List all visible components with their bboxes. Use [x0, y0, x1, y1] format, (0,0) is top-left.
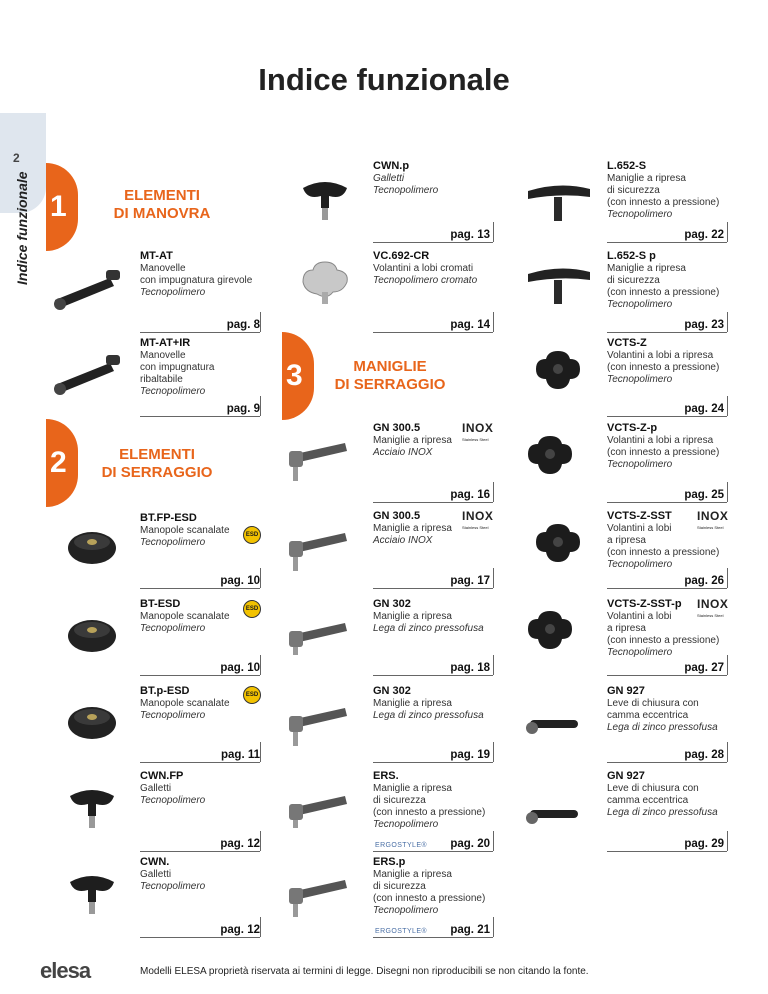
page-ref[interactable]: pag. 19: [450, 749, 490, 761]
section-badge-2: 2: [46, 419, 78, 507]
lobe-knob-stud-icon: [520, 605, 590, 661]
page-ref[interactable]: pag. 17: [450, 575, 490, 587]
wing-nut-icon: [62, 776, 122, 831]
adjustable-lever-stud-icon: [285, 515, 355, 575]
t-handle-stud-icon: [520, 258, 600, 308]
item-desc: di sicurezza: [373, 795, 426, 806]
adjustable-lever-icon: [285, 425, 355, 481]
elesa-logo: elesa: [40, 958, 91, 983]
page-ref[interactable]: pag. 28: [684, 749, 724, 761]
divider: [727, 396, 728, 416]
item-desc: ribaltabile: [140, 374, 183, 385]
divider: [373, 762, 493, 763]
item-code: ERS.: [373, 770, 399, 782]
divider: [727, 831, 728, 851]
divider: [140, 762, 260, 763]
item-material: Tecnopolimero: [607, 459, 673, 470]
section-title-3: MANIGLIE DI SERRAGGIO: [334, 358, 446, 393]
divider: [607, 675, 727, 676]
item-code: ERS.p: [373, 856, 406, 868]
divider: [140, 332, 260, 333]
item-code: GN 300.5: [373, 510, 421, 522]
t-handle-icon: [520, 175, 600, 225]
item-desc: Volantini a lobi a ripresa: [607, 350, 714, 361]
divider: [140, 675, 260, 676]
inox-badge: INOX Stainless Steel: [462, 509, 494, 530]
item-desc: (con innesto a pressione): [373, 807, 486, 818]
item-code: GN 302: [373, 598, 411, 610]
page-ref[interactable]: pag. 14: [450, 319, 490, 331]
lobe-knob-icon: [528, 345, 588, 395]
cam-lever-icon: [522, 700, 587, 745]
zinc-lever-stud-icon: [285, 690, 355, 750]
item-code: VCTS-Z-SST-p: [607, 598, 682, 610]
item-material: Acciaio INOX: [373, 535, 433, 546]
esd-icon: ESD: [243, 526, 261, 544]
divider: [727, 222, 728, 242]
crank-handle-icon: [50, 260, 120, 320]
item-desc: (con innesto a pressione): [607, 287, 720, 298]
section-title-1: ELEMENTI DI MANOVRA: [113, 187, 211, 222]
item-material: Tecnopolimero: [140, 795, 206, 806]
inox-badge: INOX Stainless Steel: [697, 597, 729, 618]
item-desc: con impugnatura girevole: [140, 275, 253, 286]
item-desc: camma eccentrica: [607, 795, 689, 806]
divider: [140, 851, 260, 852]
divider: [493, 568, 494, 588]
item-desc: Manopole scanalate: [140, 698, 230, 709]
divider: [373, 937, 493, 938]
knurled-knob-icon: [62, 520, 122, 570]
page-ref[interactable]: pag. 24: [684, 403, 724, 415]
item-material: Tecnopolimero: [607, 559, 673, 570]
page-ref[interactable]: pag. 29: [684, 838, 724, 850]
page-ref[interactable]: pag. 10: [220, 575, 260, 587]
foldable-crank-icon: [50, 345, 120, 400]
inox-badge: INOX Stainless Steel: [462, 421, 494, 442]
side-label: Indice funzionale: [14, 171, 30, 285]
divider: [260, 917, 261, 937]
safety-lever-stud-icon: [285, 862, 355, 917]
section-title-2: ELEMENTI DI SERRAGGIO: [101, 446, 213, 481]
divider: [373, 851, 493, 852]
divider: [493, 312, 494, 332]
item-code: GN 927: [607, 770, 645, 782]
item-desc: Galletti: [140, 869, 172, 880]
item-code: L.652-S: [607, 160, 647, 172]
item-material: Tecnopolimero: [373, 905, 439, 916]
page-ref[interactable]: pag. 21: [450, 924, 490, 936]
item-code: CWN.FP: [140, 770, 184, 782]
item-desc: Galletti: [140, 783, 172, 794]
lobe-knob-stud-icon: [520, 430, 590, 486]
page-ref[interactable]: pag. 16: [450, 489, 490, 501]
divider: [260, 831, 261, 851]
knurled-knob-icon: [62, 608, 122, 658]
item-desc: Maniglie a ripresa: [373, 783, 452, 794]
divider: [727, 312, 728, 332]
divider: [727, 742, 728, 762]
item-material: Tecnopolimero: [607, 209, 673, 220]
page-ref[interactable]: pag. 27: [684, 662, 724, 674]
page-ref[interactable]: pag. 26: [684, 575, 724, 587]
section-badge-3: 3: [282, 332, 314, 420]
item-desc: Maniglie a ripresa: [373, 523, 452, 534]
item-desc: (con innesto a pressione): [373, 893, 486, 904]
divider: [260, 742, 261, 762]
item-desc: Volantini a lobi cromati: [373, 263, 474, 274]
item-material: Acciaio INOX: [373, 447, 433, 458]
item-desc: Maniglie a ripresa: [373, 869, 452, 880]
page-number: 2: [13, 151, 20, 165]
cam-lever-stud-icon: [522, 790, 587, 835]
divider: [260, 396, 261, 416]
zinc-lever-icon: [285, 605, 355, 655]
item-desc: con impugnatura: [140, 362, 215, 373]
page-title: Indice funzionale: [258, 62, 510, 97]
page-ref[interactable]: pag. 23: [684, 319, 724, 331]
item-material: Tecnopolimero: [140, 623, 206, 634]
item-desc: Maniglie a ripresa: [607, 173, 686, 184]
section-badge-1: 1: [46, 163, 78, 251]
page-ref[interactable]: pag. 8: [226, 319, 260, 331]
divider: [607, 588, 727, 589]
divider: [140, 588, 260, 589]
item-desc: Leve di chiusura con: [607, 783, 699, 794]
divider: [727, 482, 728, 502]
item-desc: (con innesto a pressione): [607, 447, 720, 458]
item-desc: camma eccentrica: [607, 710, 689, 721]
item-desc: Leve di chiusura con: [607, 698, 699, 709]
item-desc: Manovelle: [140, 350, 186, 361]
divider: [373, 242, 493, 243]
knurled-knob-stud-icon: [62, 695, 122, 745]
page-ref[interactable]: pag. 12: [220, 838, 260, 850]
item-material: Tecnopolimero: [140, 710, 206, 721]
item-desc: (con innesto a pressione): [607, 362, 720, 373]
item-material: Lega di zinco pressofusa: [373, 710, 484, 721]
page-ref[interactable]: pag. 22: [684, 229, 724, 241]
item-desc: Maniglie a ripresa: [607, 263, 686, 274]
esd-icon: ESD: [243, 600, 261, 618]
divider: [373, 588, 493, 589]
item-code: MT-AT: [140, 250, 173, 262]
item-desc: (con innesto a pressione): [607, 197, 720, 208]
divider: [607, 332, 727, 333]
item-code: GN 927: [607, 685, 645, 697]
item-code: BT-ESD: [140, 598, 181, 610]
item-desc: Maniglie a ripresa: [373, 698, 452, 709]
divider: [607, 416, 727, 417]
item-desc: Maniglie a ripresa: [373, 435, 452, 446]
page-ref[interactable]: pag. 11: [221, 749, 260, 761]
page-ref[interactable]: pag. 10: [220, 662, 260, 674]
item-material: Lega di zinco pressofusa: [607, 722, 718, 733]
lobe-knob-icon: [528, 518, 588, 568]
divider: [607, 762, 727, 763]
item-material: Tecnopolimero: [140, 881, 206, 892]
item-code: VCTS-Z-p: [607, 422, 658, 434]
page-ref[interactable]: pag. 18: [450, 662, 490, 674]
item-desc: Manovelle: [140, 263, 186, 274]
chrome-lobe-knob-icon: [295, 256, 355, 308]
divider: [727, 655, 728, 675]
item-material: Tecnopolimero cromato: [373, 275, 478, 286]
divider: [493, 655, 494, 675]
item-code: L.652-S p: [607, 250, 656, 262]
inox-badge: INOX Stainless Steel: [697, 509, 729, 530]
footer-note: Modelli ELESA proprietà riservata ai termini di legge. Disegni non riproducibili se non citando la fonte.: [140, 966, 589, 977]
item-desc: (con innesto a pressione): [607, 635, 720, 646]
item-desc: a ripresa: [607, 623, 646, 634]
item-material: Tecnopolimero: [373, 185, 439, 196]
page-ref[interactable]: pag. 25: [684, 489, 724, 501]
page-ref[interactable]: pag. 20: [450, 838, 490, 850]
divider: [373, 675, 493, 676]
divider: [140, 937, 260, 938]
page-ref[interactable]: pag. 12: [220, 924, 260, 936]
item-code: GN 300.5: [373, 422, 421, 434]
divider: [607, 502, 727, 503]
item-material: Lega di zinco pressofusa: [373, 623, 484, 634]
item-material: Tecnopolimero: [140, 537, 206, 548]
item-code: VCTS-Z: [607, 337, 647, 349]
item-desc: Volantini a lobi: [607, 523, 672, 534]
item-desc: Galletti: [373, 173, 405, 184]
item-material: Lega di zinco pressofusa: [607, 807, 718, 818]
item-desc: Manopole scanalate: [140, 525, 230, 536]
divider: [607, 851, 727, 852]
wing-nut-icon: [62, 862, 122, 917]
item-material: Tecnopolimero: [607, 374, 673, 385]
ergostyle-logo: ERGOSTYLE®: [375, 928, 427, 935]
divider: [493, 917, 494, 937]
item-desc: Maniglie a ripresa: [373, 611, 452, 622]
item-code: VCTS-Z-SST: [607, 510, 672, 522]
divider: [607, 242, 727, 243]
divider: [260, 568, 261, 588]
item-material: Tecnopolimero: [607, 647, 673, 658]
item-code: GN 302: [373, 685, 411, 697]
safety-lever-icon: [285, 778, 355, 828]
divider: [727, 568, 728, 588]
item-desc: Manopole scanalate: [140, 611, 230, 622]
item-code: VC.692-CR: [373, 250, 430, 262]
item-desc: Volantini a lobi a ripresa: [607, 435, 714, 446]
divider: [493, 482, 494, 502]
divider: [373, 502, 493, 503]
divider: [140, 416, 260, 417]
divider: [493, 831, 494, 851]
item-desc: di sicurezza: [607, 185, 660, 196]
page-ref[interactable]: pag. 13: [450, 229, 490, 241]
divider: [260, 312, 261, 332]
wing-nut-icon: [295, 168, 355, 224]
item-desc: a ripresa: [607, 535, 646, 546]
item-code: CWN.: [140, 856, 170, 868]
divider: [493, 222, 494, 242]
divider: [260, 655, 261, 675]
item-code: BT.p-ESD: [140, 685, 190, 697]
divider: [493, 742, 494, 762]
item-material: Tecnopolimero: [373, 819, 439, 830]
item-code: MT-AT+IR: [140, 337, 191, 349]
ergostyle-logo: ERGOSTYLE®: [375, 842, 427, 849]
item-material: Tecnopolimero: [140, 386, 206, 397]
item-code: BT.FP-ESD: [140, 512, 197, 524]
divider: [373, 332, 493, 333]
item-desc: di sicurezza: [373, 881, 426, 892]
item-desc: Volantini a lobi: [607, 611, 672, 622]
item-material: Tecnopolimero: [607, 299, 673, 310]
esd-icon: ESD: [243, 686, 261, 704]
item-code: CWN.p: [373, 160, 410, 172]
item-material: Tecnopolimero: [140, 287, 206, 298]
page-ref[interactable]: pag. 9: [226, 403, 260, 415]
item-desc: di sicurezza: [607, 275, 660, 286]
item-desc: (con innesto a pressione): [607, 547, 720, 558]
